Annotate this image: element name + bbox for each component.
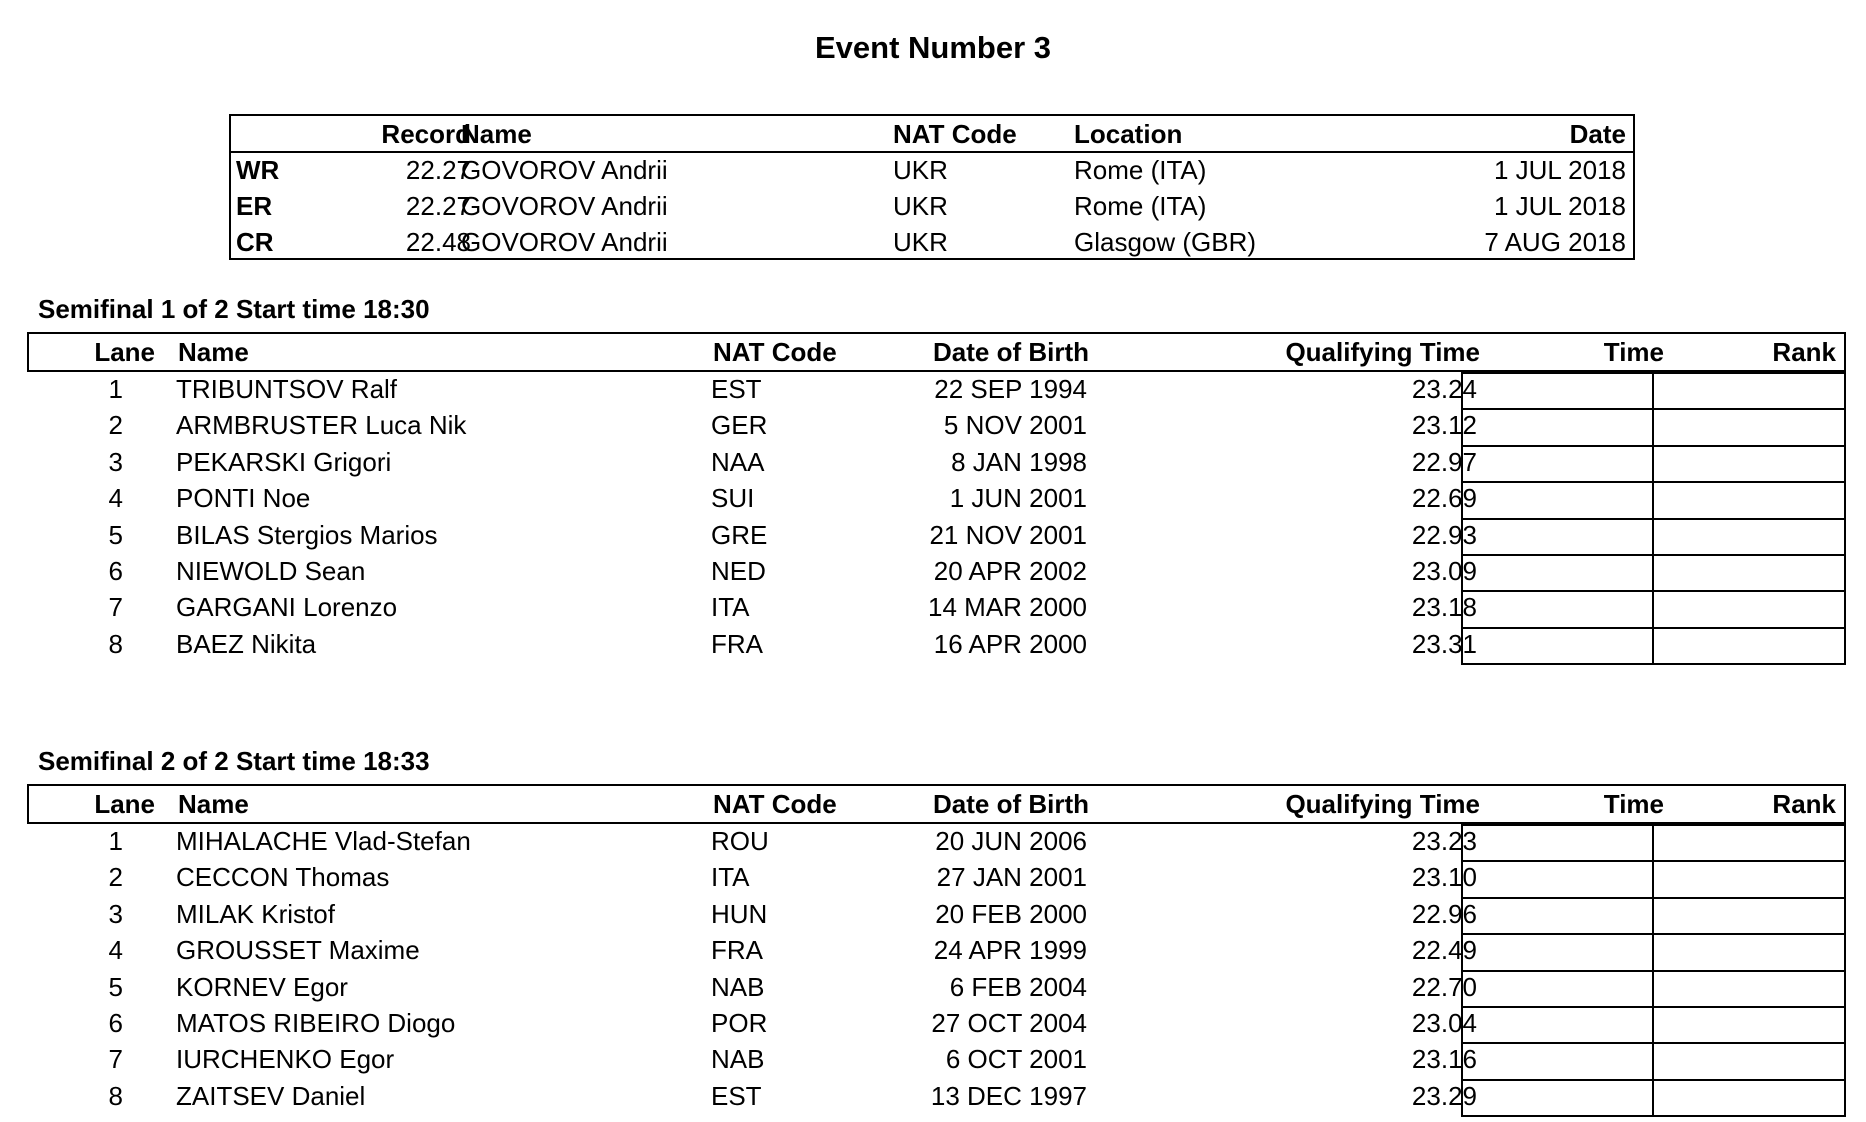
swimmer-dob: 1 JUN 2001: [949, 483, 1087, 514]
swimmer-name: TRIBUNTSOV Ralf: [176, 374, 398, 404]
swimmer-dob: 24 APR 1999: [933, 935, 1087, 966]
lane-number: 7: [108, 592, 123, 623]
time-entry-box: [1461, 518, 1654, 556]
heat-header-dob: Date of Birth: [933, 789, 1089, 819]
heat-header-name: Name: [178, 337, 249, 367]
heat-row: [27, 1042, 1846, 1078]
record-time: 22.27: [405, 191, 471, 221]
qualifying-time: 22.96: [1411, 898, 1477, 929]
heat-header-rank: Rank: [1772, 789, 1836, 819]
qualifying-time: 22.69: [1411, 483, 1477, 514]
rank-entry-box: [1652, 590, 1846, 628]
heat-header-row: [27, 332, 1846, 372]
qualifying-time: 22.97: [1411, 446, 1477, 477]
qualifying-time: 23.18: [1411, 592, 1477, 623]
rank-entry-box: [1652, 372, 1846, 410]
heat-header-lane: Lane: [94, 337, 155, 367]
rank-entry-box: [1652, 897, 1846, 935]
time-entry-box: [1461, 933, 1654, 971]
swimmer-name: MATOS RIBEIRO Diogo: [176, 1008, 456, 1038]
time-entry-box: [1461, 554, 1654, 592]
heat-header-qt: Qualifying Time: [1285, 337, 1480, 367]
swimmer-nat: POR: [711, 1008, 768, 1038]
time-entry-box: [1461, 627, 1654, 665]
record-location: Glasgow (GBR): [1074, 227, 1257, 257]
swimmer-dob: 8 JAN 1998: [951, 446, 1087, 477]
record-holder-name: GOVOROV Andrii: [461, 155, 668, 185]
rank-entry-box: [1652, 627, 1846, 665]
time-entry-box: [1461, 970, 1654, 1008]
swimmer-dob: 14 MAR 2000: [928, 592, 1087, 623]
swimmer-dob: 27 OCT 2004: [931, 1008, 1087, 1038]
records-row: [231, 225, 1633, 261]
heat-row: [27, 933, 1846, 969]
swimmer-dob: 6 OCT 2001: [945, 1044, 1087, 1075]
event-title: Event Number 3: [814, 30, 1051, 65]
swimmer-nat: NAB: [711, 971, 765, 1002]
rank-entry-box: [1652, 970, 1846, 1008]
qualifying-time: 23.16: [1411, 1044, 1477, 1075]
swimmer-name: GROUSSET Maxime: [176, 935, 420, 966]
swimmer-name: MILAK Kristof: [176, 898, 335, 929]
lane-number: 4: [108, 935, 123, 966]
swimmer-dob: 20 JUN 2006: [935, 826, 1087, 856]
lane-number: 2: [108, 862, 123, 893]
record-code: CR: [236, 227, 274, 257]
record-code: WR: [236, 155, 280, 185]
rank-entry-box: [1652, 860, 1846, 898]
lane-number: 1: [108, 374, 123, 404]
qualifying-time: 22.49: [1411, 935, 1477, 966]
heat-row: [27, 824, 1846, 860]
heat-row: [27, 590, 1846, 626]
qualifying-time: 22.93: [1411, 519, 1477, 550]
lane-number: 7: [108, 1044, 123, 1075]
record-nat: UKR: [893, 155, 948, 185]
swimmer-name: PEKARSKI Grigori: [176, 446, 392, 477]
swimmer-nat: EST: [711, 374, 762, 404]
record-time: 22.48: [405, 227, 471, 257]
time-entry-box: [1461, 897, 1654, 935]
rank-entry-box: [1652, 824, 1846, 862]
swimmer-nat: NED: [711, 556, 766, 586]
records-row: [231, 153, 1633, 189]
time-entry-box: [1461, 824, 1654, 862]
rank-entry-box: [1652, 1006, 1846, 1044]
time-entry-box: [1461, 481, 1654, 519]
heat-header-time: Time: [1603, 337, 1664, 367]
records-row: [231, 189, 1633, 225]
record-holder-name: GOVOROV Andrii: [461, 227, 668, 257]
swimmer-name: BILAS Stergios Marios: [176, 519, 438, 550]
swimmer-dob: 22 SEP 1994: [934, 374, 1087, 404]
qualifying-time: 23.10: [1411, 862, 1477, 893]
heat-row: [27, 372, 1846, 408]
heat-header-qt: Qualifying Time: [1285, 789, 1480, 819]
record-time: 22.27: [405, 155, 471, 185]
lane-number: 4: [108, 483, 123, 514]
swimmer-name: ZAITSEV Daniel: [176, 1080, 366, 1111]
swimmer-dob: 6 FEB 2004: [949, 971, 1087, 1002]
heat-header-nat: NAT Code: [713, 789, 837, 819]
heat-header-name: Name: [178, 789, 249, 819]
records-table: [229, 114, 1635, 260]
lane-number: 5: [108, 519, 123, 550]
swimmer-nat: ITA: [711, 862, 750, 893]
swimmer-dob: 20 APR 2002: [933, 556, 1087, 586]
rank-entry-box: [1652, 554, 1846, 592]
heat-row: [27, 860, 1846, 896]
swimmer-nat: NAB: [711, 1044, 765, 1075]
qualifying-time: 23.12: [1411, 410, 1477, 441]
qualifying-time: 23.31: [1411, 628, 1477, 659]
rank-entry-box: [1652, 1042, 1846, 1080]
swimmer-nat: FRA: [711, 628, 763, 659]
record-code: ER: [236, 191, 273, 221]
records-header-record: Record: [381, 119, 471, 149]
swimmer-dob: 20 FEB 2000: [935, 898, 1087, 929]
lane-number: 6: [108, 1008, 123, 1038]
semifinal-2-title: Semifinal 2 of 2 Start time 18:33: [38, 746, 430, 776]
lane-number: 3: [108, 446, 123, 477]
swimmer-dob: 13 DEC 1997: [930, 1080, 1087, 1111]
lane-number: 8: [108, 1080, 123, 1111]
record-nat: UKR: [893, 227, 948, 257]
time-entry-box: [1461, 1042, 1654, 1080]
swimmer-dob: 5 NOV 2001: [943, 410, 1087, 441]
rank-entry-box: [1652, 445, 1846, 483]
qualifying-time: 23.23: [1411, 826, 1477, 856]
record-date: 1 JUL 2018: [1493, 191, 1626, 221]
heat-header-rank: Rank: [1772, 337, 1836, 367]
swimmer-name: IURCHENKO Egor: [176, 1044, 395, 1075]
heat-row: [27, 445, 1846, 481]
heat-row: [27, 1006, 1846, 1042]
swimmer-nat: EST: [711, 1080, 762, 1111]
lane-number: 5: [108, 971, 123, 1002]
heat-header-time: Time: [1603, 789, 1664, 819]
time-entry-box: [1461, 445, 1654, 483]
qualifying-time: 23.09: [1411, 556, 1477, 586]
record-holder-name: GOVOROV Andrii: [461, 191, 668, 221]
semifinal-1-title: Semifinal 1 of 2 Start time 18:30: [38, 294, 430, 324]
lane-number: 3: [108, 898, 123, 929]
qualifying-time: 23.24: [1411, 374, 1477, 404]
swimmer-nat: SUI: [711, 483, 755, 514]
heat-header-lane: Lane: [94, 789, 155, 819]
heat-header-dob: Date of Birth: [933, 337, 1089, 367]
records-header-name: Name: [461, 119, 532, 149]
lane-number: 8: [108, 628, 123, 659]
lane-number: 2: [108, 410, 123, 441]
heat-header-row: [27, 784, 1846, 824]
heat-row: [27, 970, 1846, 1006]
heat-row: [27, 897, 1846, 933]
record-location: Rome (ITA): [1074, 191, 1207, 221]
swimmer-name: MIHALACHE Vlad-Stefan: [176, 826, 471, 856]
records-header-date: Date: [1569, 119, 1626, 149]
heat-row: [27, 627, 1846, 663]
heat-row: [27, 1079, 1846, 1115]
heat-row: [27, 518, 1846, 554]
swimmer-nat: NAA: [711, 446, 765, 477]
time-entry-box: [1461, 860, 1654, 898]
rank-entry-box: [1652, 933, 1846, 971]
rank-entry-box: [1652, 1079, 1846, 1117]
swimmer-name: GARGANI Lorenzo: [176, 592, 398, 623]
time-entry-box: [1461, 1079, 1654, 1117]
heat-row: [27, 554, 1846, 590]
swimmer-nat: ROU: [711, 826, 769, 856]
rank-entry-box: [1652, 408, 1846, 446]
record-nat: UKR: [893, 191, 948, 221]
swimmer-dob: 21 NOV 2001: [929, 519, 1087, 550]
record-date: 1 JUL 2018: [1493, 155, 1626, 185]
time-entry-box: [1461, 372, 1654, 410]
lane-number: 1: [108, 826, 123, 856]
swimmer-nat: FRA: [711, 935, 763, 966]
swimmer-name: KORNEV Egor: [176, 971, 348, 1002]
time-entry-box: [1461, 590, 1654, 628]
swimmer-name: PONTI Noe: [176, 483, 311, 514]
time-entry-box: [1461, 1006, 1654, 1044]
rank-entry-box: [1652, 518, 1846, 556]
qualifying-time: 23.29: [1411, 1080, 1477, 1111]
swimmer-dob: 27 JAN 2001: [936, 862, 1087, 893]
swimmer-nat: HUN: [711, 898, 768, 929]
swimmer-nat: GRE: [711, 519, 768, 550]
heat-header-nat: NAT Code: [713, 337, 837, 367]
rank-entry-box: [1652, 481, 1846, 519]
heat-row: [27, 408, 1846, 444]
swimmer-nat: ITA: [711, 592, 750, 623]
lane-number: 6: [108, 556, 123, 586]
records-header-nat: NAT Code: [893, 119, 1017, 149]
swimmer-name: ARMBRUSTER Luca Nik: [176, 410, 467, 441]
qualifying-time: 22.70: [1411, 971, 1477, 1002]
record-date: 7 AUG 2018: [1484, 227, 1626, 257]
records-header-location: Location: [1074, 119, 1183, 149]
records-header-row: [231, 116, 1633, 153]
time-entry-box: [1461, 408, 1654, 446]
heat-row: [27, 481, 1846, 517]
qualifying-time: 23.04: [1411, 1008, 1477, 1038]
swimmer-name: BAEZ Nikita: [176, 628, 317, 659]
swimmer-nat: GER: [711, 410, 768, 441]
swimmer-name: NIEWOLD Sean: [176, 556, 366, 586]
swimmer-name: CECCON Thomas: [176, 862, 390, 893]
swimmer-dob: 16 APR 2000: [933, 628, 1087, 659]
record-location: Rome (ITA): [1074, 155, 1207, 185]
